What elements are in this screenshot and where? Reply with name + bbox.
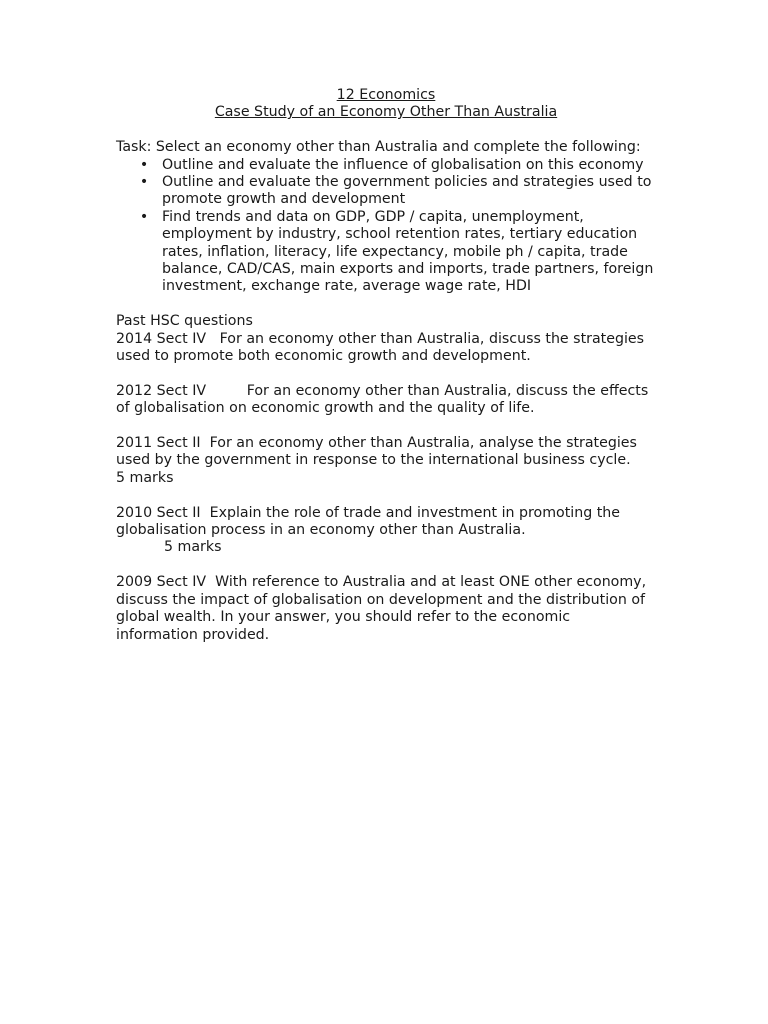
list-item [116, 157, 656, 174]
past-questions-heading: Past HSC questions [116, 313, 253, 330]
bullet-icon: • [139, 156, 149, 173]
bullet-text: Outline and evaluate the government policies and strategies used to promote growth and development [162, 174, 652, 208]
spacer [116, 365, 656, 382]
bullet-text: Outline and evaluate the influence of globalisation on this economy [162, 156, 644, 173]
question-2011: 2011 Sect II For an economy other than Australia, analyse the strategies used by the government in response to the international business cycle. 5 marks [116, 435, 654, 486]
spacer [116, 487, 656, 504]
spacer [116, 557, 656, 574]
bullet-icon: • [139, 208, 149, 225]
list-item [116, 209, 656, 296]
spacer [116, 418, 656, 435]
document-title-course: 12 Economics [336, 87, 436, 103]
task-intro: Task: Select an economy other than Australia and complete the following: [116, 139, 641, 156]
document-title-case-study: Case Study of an Economy Other Than Australia [214, 104, 558, 121]
document-page [116, 87, 656, 644]
list-item [116, 174, 656, 209]
task-bullet-list [116, 157, 656, 296]
question-2009: 2009 Sect IV With reference to Australia and at least ONE other economy, discuss the impact of globalisation on development and the distribution of global wealth. In your answer, you should refer to the economic information provided. [116, 574, 651, 643]
question-2010: 2010 Sect II Explain the role of trade and investment in promoting the globalisation process in an economy other than Australia. [116, 504, 625, 539]
question-2014: 2014 Sect IV For an economy other than Australia, discuss the strategies used to promote both economic growth and development. [116, 330, 649, 365]
bullet-text: Find trends and data on GDP, GDP / capita, unemployment, employment by industry, school retention rates, tertiary education rates, inflation, literacy, life expectancy, mobile ph / capita, trade balance, CAD/CAS, main exports and imports, trade partners, foreign investment, exchange rate, average wage rate, HDI [162, 208, 654, 295]
question-2010-marks: 5 marks [164, 539, 222, 556]
question-2012: 2012 Sect IV For an economy other than Australia, discuss the effects of globalisation on economic growth and the quality of life. [116, 382, 653, 417]
bullet-icon: • [139, 174, 149, 191]
